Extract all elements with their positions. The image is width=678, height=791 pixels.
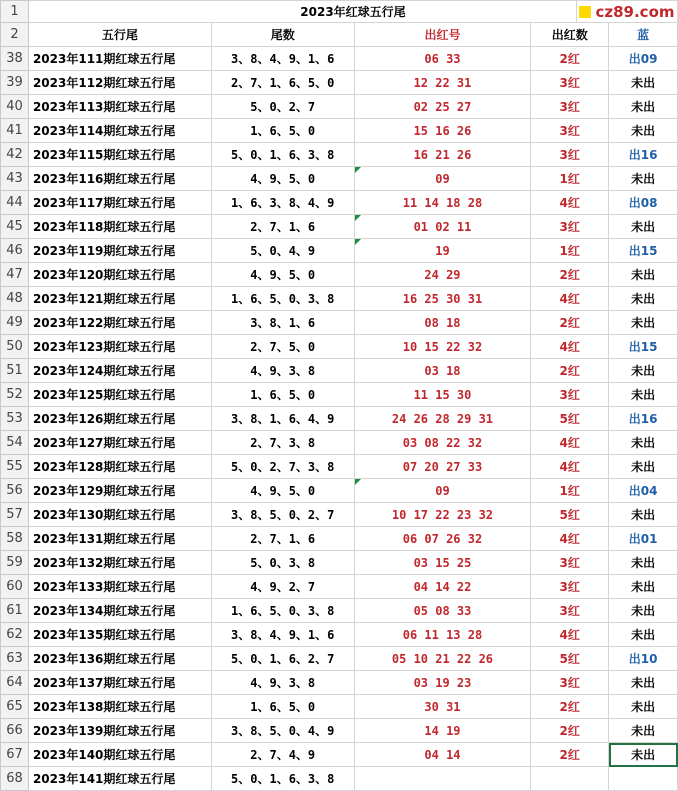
table-row [1, 719, 678, 743]
red-numbers-cell[interactable]: 24 26 28 29 31 [354, 407, 531, 431]
red-count-cell[interactable]: 2红 [531, 743, 609, 767]
period-cell[interactable]: 2023年131期红球五行尾 [28, 527, 211, 551]
red-numbers-cell[interactable]: 06 07 26 32 [354, 527, 531, 551]
table-row [1, 407, 678, 431]
table-row [1, 527, 678, 551]
tail-cell[interactable]: 1、6、5、0、3、8 [211, 287, 354, 311]
table-row [1, 311, 678, 335]
blue-cell[interactable]: 出09 [609, 47, 678, 71]
red-count-cell[interactable]: 4红 [531, 455, 609, 479]
period-cell[interactable]: 2023年126期红球五行尾 [28, 407, 211, 431]
row-number[interactable]: 39 [1, 71, 29, 95]
comment-indicator-icon [355, 239, 361, 245]
red-count-cell[interactable]: 1红 [531, 167, 609, 191]
table-row [1, 119, 678, 143]
table-row [1, 167, 678, 191]
period-cell[interactable]: 2023年116期红球五行尾 [28, 167, 211, 191]
period-cell[interactable]: 2023年130期红球五行尾 [28, 503, 211, 527]
header-period[interactable]: 五行尾 [28, 23, 211, 47]
blue-cell[interactable]: 出16 [609, 407, 678, 431]
red-numbers-cell[interactable]: 08 18 [354, 311, 531, 335]
red-count-cell[interactable]: 5红 [531, 503, 609, 527]
row-number[interactable]: 58 [1, 527, 29, 551]
blue-cell[interactable]: 未出 [609, 71, 678, 95]
period-cell[interactable]: 2023年125期红球五行尾 [28, 383, 211, 407]
tail-cell[interactable]: 4、9、3、8 [211, 671, 354, 695]
period-cell[interactable]: 2023年137期红球五行尾 [28, 671, 211, 695]
tail-cell[interactable]: 5、0、2、7 [211, 95, 354, 119]
table-row [1, 215, 678, 239]
tail-cell[interactable]: 2、7、1、6 [211, 527, 354, 551]
blue-cell[interactable]: 出04 [609, 479, 678, 503]
blue-cell[interactable]: 未出 [609, 695, 678, 719]
period-cell[interactable]: 2023年128期红球五行尾 [28, 455, 211, 479]
period-cell[interactable]: 2023年124期红球五行尾 [28, 359, 211, 383]
tail-cell[interactable]: 4、9、5、0 [211, 479, 354, 503]
row-number[interactable]: 41 [1, 119, 29, 143]
period-cell[interactable]: 2023年136期红球五行尾 [28, 647, 211, 671]
tail-cell[interactable]: 1、6、5、0、3、8 [211, 599, 354, 623]
row-number[interactable]: 56 [1, 479, 29, 503]
row-number[interactable]: 67 [1, 743, 29, 767]
red-numbers-cell[interactable]: 04 14 22 [354, 575, 531, 599]
red-numbers-cell[interactable]: 11 14 18 28 [354, 191, 531, 215]
blue-cell[interactable]: 未出 [609, 311, 678, 335]
period-cell[interactable]: 2023年115期红球五行尾 [28, 143, 211, 167]
blue-cell[interactable]: 未出 [609, 743, 678, 767]
row-number[interactable]: 60 [1, 575, 29, 599]
blue-cell[interactable]: 未出 [609, 287, 678, 311]
blue-cell[interactable]: 出16 [609, 143, 678, 167]
row-number[interactable]: 1 [1, 1, 29, 23]
table-row [1, 287, 678, 311]
row-number[interactable]: 48 [1, 287, 29, 311]
period-cell[interactable]: 2023年141期红球五行尾 [28, 767, 211, 791]
blue-cell[interactable]: 未出 [609, 575, 678, 599]
red-numbers-cell[interactable]: 06 33 [354, 47, 531, 71]
blue-cell[interactable]: 未出 [609, 503, 678, 527]
tail-cell[interactable]: 3、8、4、9、1、6 [211, 623, 354, 647]
row-number[interactable]: 2 [1, 23, 29, 47]
red-count-cell[interactable]: 2红 [531, 719, 609, 743]
blue-cell[interactable]: 出10 [609, 647, 678, 671]
blue-cell[interactable]: 未出 [609, 551, 678, 575]
red-numbers-cell[interactable]: 07 20 27 33 [354, 455, 531, 479]
red-numbers-cell[interactable]: 14 19 [354, 719, 531, 743]
header-tail[interactable]: 尾数 [211, 23, 354, 47]
red-count-cell[interactable]: 5红 [531, 647, 609, 671]
tail-cell[interactable]: 2、7、1、6、5、0 [211, 71, 354, 95]
blue-cell[interactable]: 未出 [609, 719, 678, 743]
red-count-cell[interactable]: 3红 [531, 599, 609, 623]
period-cell[interactable]: 2023年113期红球五行尾 [28, 95, 211, 119]
row-number[interactable]: 49 [1, 311, 29, 335]
table-row [1, 263, 678, 287]
blue-cell[interactable]: 未出 [609, 671, 678, 695]
header-blue[interactable]: 蓝 [609, 23, 678, 47]
tail-cell[interactable]: 2、7、4、9 [211, 743, 354, 767]
period-cell[interactable]: 2023年119期红球五行尾 [28, 239, 211, 263]
row-number[interactable]: 68 [1, 767, 29, 791]
table-row [1, 743, 678, 767]
tail-cell[interactable]: 5、0、1、6、3、8 [211, 143, 354, 167]
row-number[interactable]: 42 [1, 143, 29, 167]
table-row [1, 383, 678, 407]
blue-cell[interactable]: 未出 [609, 383, 678, 407]
blue-cell[interactable]: 出01 [609, 527, 678, 551]
tail-cell[interactable]: 5、0、1、6、2、7 [211, 647, 354, 671]
period-cell[interactable]: 2023年132期红球五行尾 [28, 551, 211, 575]
row-number[interactable]: 38 [1, 47, 29, 71]
tail-cell[interactable]: 3、8、5、0、4、9 [211, 719, 354, 743]
tail-cell[interactable]: 5、0、2、7、3、8 [211, 455, 354, 479]
red-count-cell[interactable]: 2红 [531, 311, 609, 335]
red-numbers-cell[interactable]: 09 [354, 479, 531, 503]
red-numbers-cell[interactable]: 05 10 21 22 26 [354, 647, 531, 671]
row-number[interactable]: 54 [1, 431, 29, 455]
red-numbers-cell[interactable]: 30 31 [354, 695, 531, 719]
table-row [1, 599, 678, 623]
tail-cell[interactable]: 4、9、2、7 [211, 575, 354, 599]
tail-cell[interactable]: 3、8、5、0、2、7 [211, 503, 354, 527]
red-numbers-cell[interactable]: 19 [354, 239, 531, 263]
red-count-cell[interactable]: 3红 [531, 143, 609, 167]
row-number[interactable]: 51 [1, 359, 29, 383]
tail-cell[interactable]: 3、8、4、9、1、6 [211, 47, 354, 71]
row-number[interactable]: 46 [1, 239, 29, 263]
period-cell[interactable]: 2023年112期红球五行尾 [28, 71, 211, 95]
watermark-text: cz89.com [595, 2, 675, 21]
header-red-numbers[interactable]: 出红号 [354, 23, 531, 47]
red-numbers-cell[interactable]: 05 08 33 [354, 599, 531, 623]
period-cell[interactable]: 2023年123期红球五行尾 [28, 335, 211, 359]
row-number[interactable]: 63 [1, 647, 29, 671]
tail-cell[interactable]: 4、9、5、0 [211, 263, 354, 287]
red-count-cell[interactable]: 3红 [531, 215, 609, 239]
blue-cell[interactable]: 未出 [609, 599, 678, 623]
tail-cell[interactable]: 2、7、3、8 [211, 431, 354, 455]
tail-cell[interactable]: 1、6、5、0 [211, 695, 354, 719]
red-count-cell[interactable]: 1红 [531, 239, 609, 263]
table-row [1, 623, 678, 647]
tail-cell[interactable]: 1、6、5、0 [211, 119, 354, 143]
row-number[interactable]: 57 [1, 503, 29, 527]
tail-cell[interactable]: 5、0、3、8 [211, 551, 354, 575]
row-number[interactable]: 65 [1, 695, 29, 719]
row-number[interactable]: 59 [1, 551, 29, 575]
red-numbers-cell[interactable]: 01 02 11 [354, 215, 531, 239]
table-row [1, 551, 678, 575]
blue-cell[interactable]: 未出 [609, 263, 678, 287]
table-row [1, 191, 678, 215]
period-cell[interactable]: 2023年111期红球五行尾 [28, 47, 211, 71]
header-red-count[interactable]: 出红数 [531, 23, 609, 47]
red-numbers-cell[interactable]: 04 14 [354, 743, 531, 767]
table-row [1, 95, 678, 119]
table-row [1, 503, 678, 527]
row-number[interactable]: 55 [1, 455, 29, 479]
table-row [1, 575, 678, 599]
blue-cell[interactable]: 出08 [609, 191, 678, 215]
table-row [1, 143, 678, 167]
period-cell[interactable]: 2023年127期红球五行尾 [28, 431, 211, 455]
red-numbers-cell[interactable]: 10 15 22 32 [354, 335, 531, 359]
tail-cell[interactable]: 2、7、5、0 [211, 335, 354, 359]
period-cell[interactable]: 2023年129期红球五行尾 [28, 479, 211, 503]
blue-cell[interactable]: 未出 [609, 215, 678, 239]
table-row [1, 479, 678, 503]
blue-cell[interactable]: 未出 [609, 431, 678, 455]
red-count-cell[interactable]: 2红 [531, 695, 609, 719]
tail-cell[interactable]: 5、0、4、9 [211, 239, 354, 263]
table-row [1, 71, 678, 95]
row-number[interactable]: 45 [1, 215, 29, 239]
row-number[interactable]: 47 [1, 263, 29, 287]
blue-cell[interactable]: 出15 [609, 335, 678, 359]
red-numbers-cell[interactable]: 24 29 [354, 263, 531, 287]
red-count-cell[interactable]: 3红 [531, 383, 609, 407]
logo-square-icon [579, 6, 591, 18]
comment-indicator-icon [355, 167, 361, 173]
period-cell[interactable]: 2023年120期红球五行尾 [28, 263, 211, 287]
tail-cell[interactable]: 2、7、1、6 [211, 215, 354, 239]
table-row [1, 359, 678, 383]
row-number[interactable]: 53 [1, 407, 29, 431]
row-number[interactable]: 64 [1, 671, 29, 695]
period-cell[interactable]: 2023年118期红球五行尾 [28, 215, 211, 239]
blue-cell[interactable]: 未出 [609, 167, 678, 191]
red-count-cell[interactable]: 1红 [531, 479, 609, 503]
period-cell[interactable]: 2023年117期红球五行尾 [28, 191, 211, 215]
red-numbers-cell[interactable]: 09 [354, 167, 531, 191]
period-cell[interactable]: 2023年135期红球五行尾 [28, 623, 211, 647]
red-count-cell[interactable]: 2红 [531, 263, 609, 287]
red-numbers-cell[interactable]: 03 18 [354, 359, 531, 383]
tail-cell[interactable]: 3、8、1、6 [211, 311, 354, 335]
blue-cell[interactable]: 未出 [609, 623, 678, 647]
red-numbers-cell[interactable]: 03 08 22 32 [354, 431, 531, 455]
row-number[interactable]: 66 [1, 719, 29, 743]
red-count-cell[interactable]: 3红 [531, 575, 609, 599]
red-numbers-cell[interactable]: 03 19 23 [354, 671, 531, 695]
header-row [1, 23, 678, 47]
comment-indicator-icon [355, 479, 361, 485]
red-numbers-cell[interactable]: 10 17 22 23 32 [354, 503, 531, 527]
period-cell[interactable]: 2023年139期红球五行尾 [28, 719, 211, 743]
tail-cell[interactable]: 3、8、1、6、4、9 [211, 407, 354, 431]
table-row [1, 47, 678, 71]
tail-cell[interactable]: 5、0、1、6、3、8 [211, 767, 354, 791]
red-numbers-cell[interactable]: 15 16 26 [354, 119, 531, 143]
red-numbers-cell[interactable]: 16 21 26 [354, 143, 531, 167]
blue-cell[interactable]: 未出 [609, 95, 678, 119]
blue-cell[interactable]: 未出 [609, 359, 678, 383]
period-cell[interactable]: 2023年140期红球五行尾 [28, 743, 211, 767]
site-watermark [576, 0, 678, 23]
red-numbers-cell[interactable]: 02 25 27 [354, 95, 531, 119]
period-cell[interactable]: 2023年122期红球五行尾 [28, 311, 211, 335]
row-number[interactable]: 44 [1, 191, 29, 215]
red-count-cell[interactable]: 3红 [531, 71, 609, 95]
period-cell[interactable]: 2023年133期红球五行尾 [28, 575, 211, 599]
row-number[interactable]: 61 [1, 599, 29, 623]
table-row [1, 695, 678, 719]
row-number[interactable]: 40 [1, 95, 29, 119]
red-count-cell[interactable]: 4红 [531, 431, 609, 455]
table-row [1, 239, 678, 263]
tail-cell[interactable]: 4、9、5、0 [211, 167, 354, 191]
red-count-cell[interactable]: 4红 [531, 287, 609, 311]
table-row [1, 431, 678, 455]
red-count-cell[interactable]: 3红 [531, 95, 609, 119]
period-cell[interactable]: 2023年114期红球五行尾 [28, 119, 211, 143]
tail-cell[interactable]: 4、9、3、8 [211, 359, 354, 383]
red-count-cell[interactable]: 4红 [531, 335, 609, 359]
red-count-cell[interactable]: 2红 [531, 359, 609, 383]
blue-cell[interactable]: 出15 [609, 239, 678, 263]
period-cell[interactable]: 2023年134期红球五行尾 [28, 599, 211, 623]
red-numbers-cell[interactable]: 06 11 13 28 [354, 623, 531, 647]
red-numbers-cell[interactable]: 16 25 30 31 [354, 287, 531, 311]
red-count-cell[interactable]: 4红 [531, 527, 609, 551]
tail-cell[interactable]: 1、6、3、8、4、9 [211, 191, 354, 215]
red-count-cell[interactable]: 5红 [531, 407, 609, 431]
table-row [1, 671, 678, 695]
red-count-cell[interactable]: 4红 [531, 623, 609, 647]
red-count-cell[interactable]: 3红 [531, 671, 609, 695]
blue-cell[interactable]: 未出 [609, 119, 678, 143]
row-number[interactable]: 52 [1, 383, 29, 407]
red-count-cell[interactable]: 2红 [531, 47, 609, 71]
period-cell[interactable]: 2023年121期红球五行尾 [28, 287, 211, 311]
tail-cell[interactable]: 1、6、5、0 [211, 383, 354, 407]
red-count-cell[interactable]: 3红 [531, 119, 609, 143]
red-numbers-cell[interactable]: 03 15 25 [354, 551, 531, 575]
comment-indicator-icon [355, 215, 361, 221]
row-number[interactable]: 62 [1, 623, 29, 647]
table-row [1, 647, 678, 671]
row-number[interactable]: 43 [1, 167, 29, 191]
sheet-title[interactable]: 2023年红球五行尾 [28, 1, 677, 23]
red-count-cell[interactable]: 3红 [531, 551, 609, 575]
period-cell[interactable]: 2023年138期红球五行尾 [28, 695, 211, 719]
red-numbers-cell[interactable]: 12 22 31 [354, 71, 531, 95]
row-number[interactable]: 50 [1, 335, 29, 359]
blue-cell[interactable]: 未出 [609, 455, 678, 479]
table-row [1, 335, 678, 359]
table-row [1, 455, 678, 479]
red-count-cell[interactable]: 4红 [531, 191, 609, 215]
red-numbers-cell[interactable]: 11 15 30 [354, 383, 531, 407]
